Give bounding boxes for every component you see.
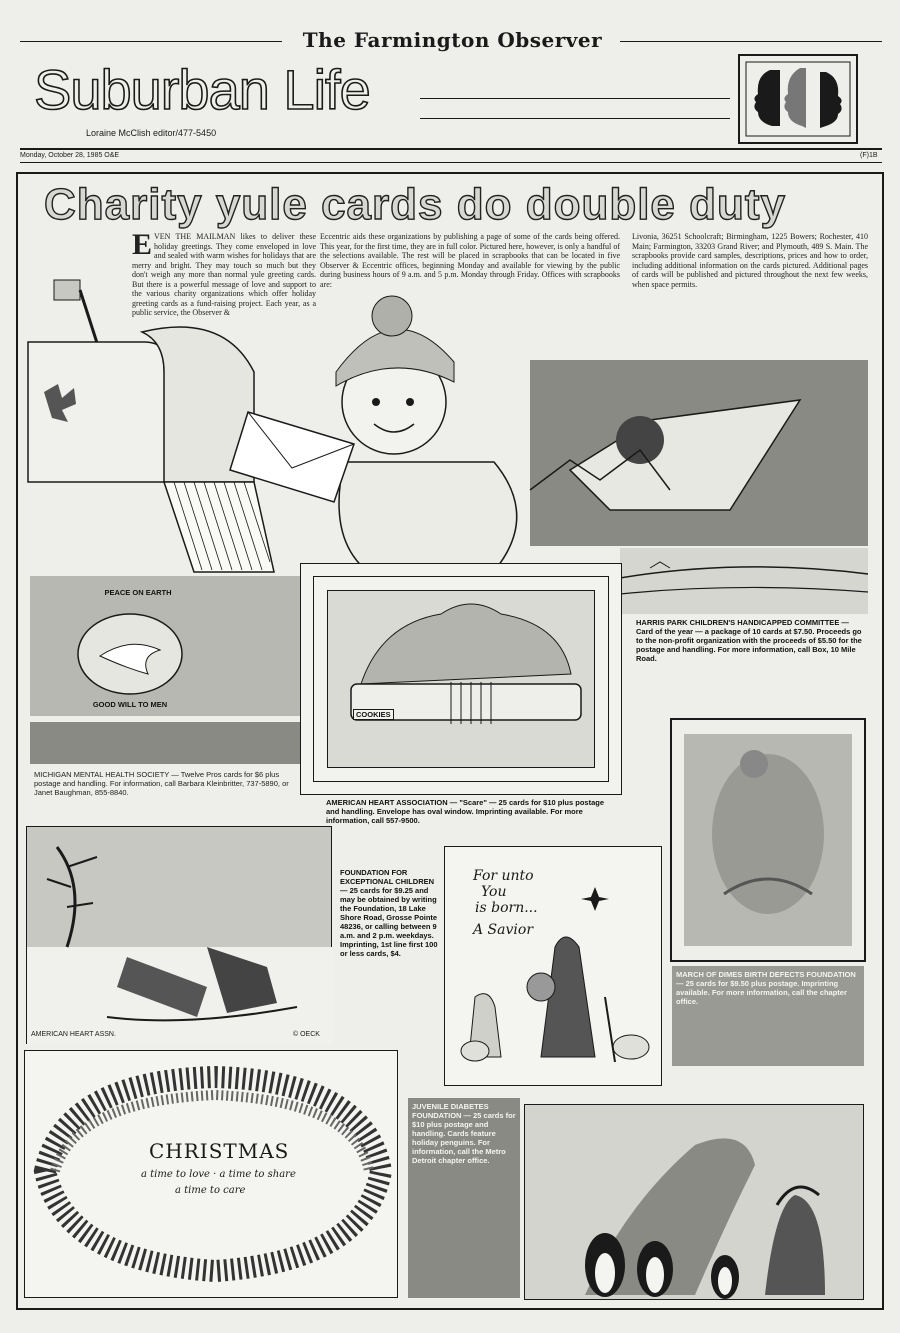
photo-credit-right: © OECK (293, 1031, 320, 1038)
christmas-title: CHRISTMAS (149, 1139, 290, 1163)
card-photo-sleigh (26, 826, 332, 1044)
caption-juvenile-diabetes: JUVENILE DIABETES FOUNDATION — 25 cards for $10 plus postage and handling. Cards feature holiday penguins. For information, call the Metro Detroit chapter office. (408, 1098, 520, 1298)
card-text-goodwill: GOOD WILL TO MEN (92, 700, 168, 709)
caption-march-dimes: MARCH OF DIMES BIRTH DEFECTS FOUNDATION — 25 cards for $9.50 plus postage. Imprinting available. For more information, call the chapter office. (672, 966, 864, 1066)
article-column-1: EVEN THE MAILMAN likes to deliver these holiday greetings. They come enveloped in love and sealed with warm wishes for holidays that are merry and bright. They may touch so much but they don't weigh any more than normal yule greeting cards. But there is a powerful message of love and support to the various charity organizations which offer holiday greeting cards as a fund-raising project. Each year, as a public service, the Observer & (132, 228, 316, 317)
caption-american-heart: AMERICAN HEART ASSOCIATION — "Scare" — 25 cards for $10 plus postage and handling. Envelope has oval window. Imprinting available. For more information, call 557-9500. (326, 798, 605, 825)
card-photo-cookies (300, 563, 622, 795)
card-photo-nativity (444, 846, 662, 1086)
dove-card-base (30, 722, 300, 764)
card-photo-christmas (24, 1050, 398, 1298)
card-photo-beach (620, 548, 868, 614)
nativity-line-4: A Savior (473, 922, 534, 938)
card-text-peace: PEACE ON EARTH (104, 588, 172, 597)
caption-mental-health: MICHIGAN MENTAL HEALTH SOCIETY — Twelve Pros cards for $6 plus postage and handling. For information, call Barbara Kleinbritter, 737-5890, or Janet Baughman, 855-8840. (34, 770, 289, 797)
caption-harris-park: HARRIS PARK CHILDREN'S HANDICAPPED COMMITTEE — Card of the year — a package of 10 cards at $7.50. Proceeds go to the non-profit organization with the proceeds of $5.50 for the postage and handling. For more information, call Box, 10 Mile Road. (636, 618, 862, 663)
article-headline: Charity yule cards do double duty (44, 180, 787, 229)
article-column-2: Eccentric aids these organizations by publishing a page of some of the cards being offered. This year, for the first time, they are in full color. Pictured here, however, is only a handful of the selections available. The rest will be placed in scrapbooks that can be located in five Observer & Eccentric offices, beginning Monday and available for viewing by the public during business hours of 9 a.m. and 5 p.m. Monday through Friday. Offices with scrapbooks are: (320, 232, 620, 289)
christmas-line-2: a time to care (175, 1185, 246, 1196)
photo-credit-left: AMERICAN HEART ASSN. (31, 1031, 116, 1038)
nativity-line-1: For unto (473, 868, 534, 884)
nativity-line-3: is born... (475, 900, 538, 916)
card-photo-dove (30, 576, 300, 716)
section-editor: Loraine McClish editor/477-5450 (86, 128, 217, 138)
card-photo-penguins (524, 1104, 864, 1300)
section-title: Suburban Life (34, 58, 370, 121)
caption-exceptional-children: FOUNDATION FOR EXCEPTIONAL CHILDREN — 25 cards for $9.25 and may be obtained by writing the Foundation, 18 Lake Shore Road, Grosse Pointe 48236, or calling between 9 a.m. and 2 p.m. weekdays. Imprinting, 1st line first 100 or less cards, $4. (340, 868, 438, 958)
card-photo-tall (670, 718, 866, 962)
section-logo (738, 54, 858, 144)
card-photo-wreath (530, 360, 868, 546)
nativity-line-2: You (481, 884, 507, 900)
drop-cap: E (132, 228, 153, 261)
page-number: (F)1B (860, 152, 878, 159)
christmas-line-1: a time to love · a time to share (141, 1169, 296, 1180)
newspaper-masthead: The Farmington Observer (302, 28, 603, 52)
mailbox-illustration (24, 262, 544, 592)
article-column-3: Livonia, 36251 Schoolcraft; Birmingham, 1225 Bowers; Rochester, 410 Main; Farmington, 33203 Grand River; and Plymouth, 489 S. Main. The scrapbooks provide card samples, descriptions, prices and how to order, including additional information on the cards pictured. Additional pages of cards will be published and pictured throughout the next few weeks, when space permits. (632, 232, 868, 289)
dateline: Monday, October 28, 1985 O&E (20, 152, 120, 159)
card-text-cookies: COOKIES (353, 709, 394, 720)
